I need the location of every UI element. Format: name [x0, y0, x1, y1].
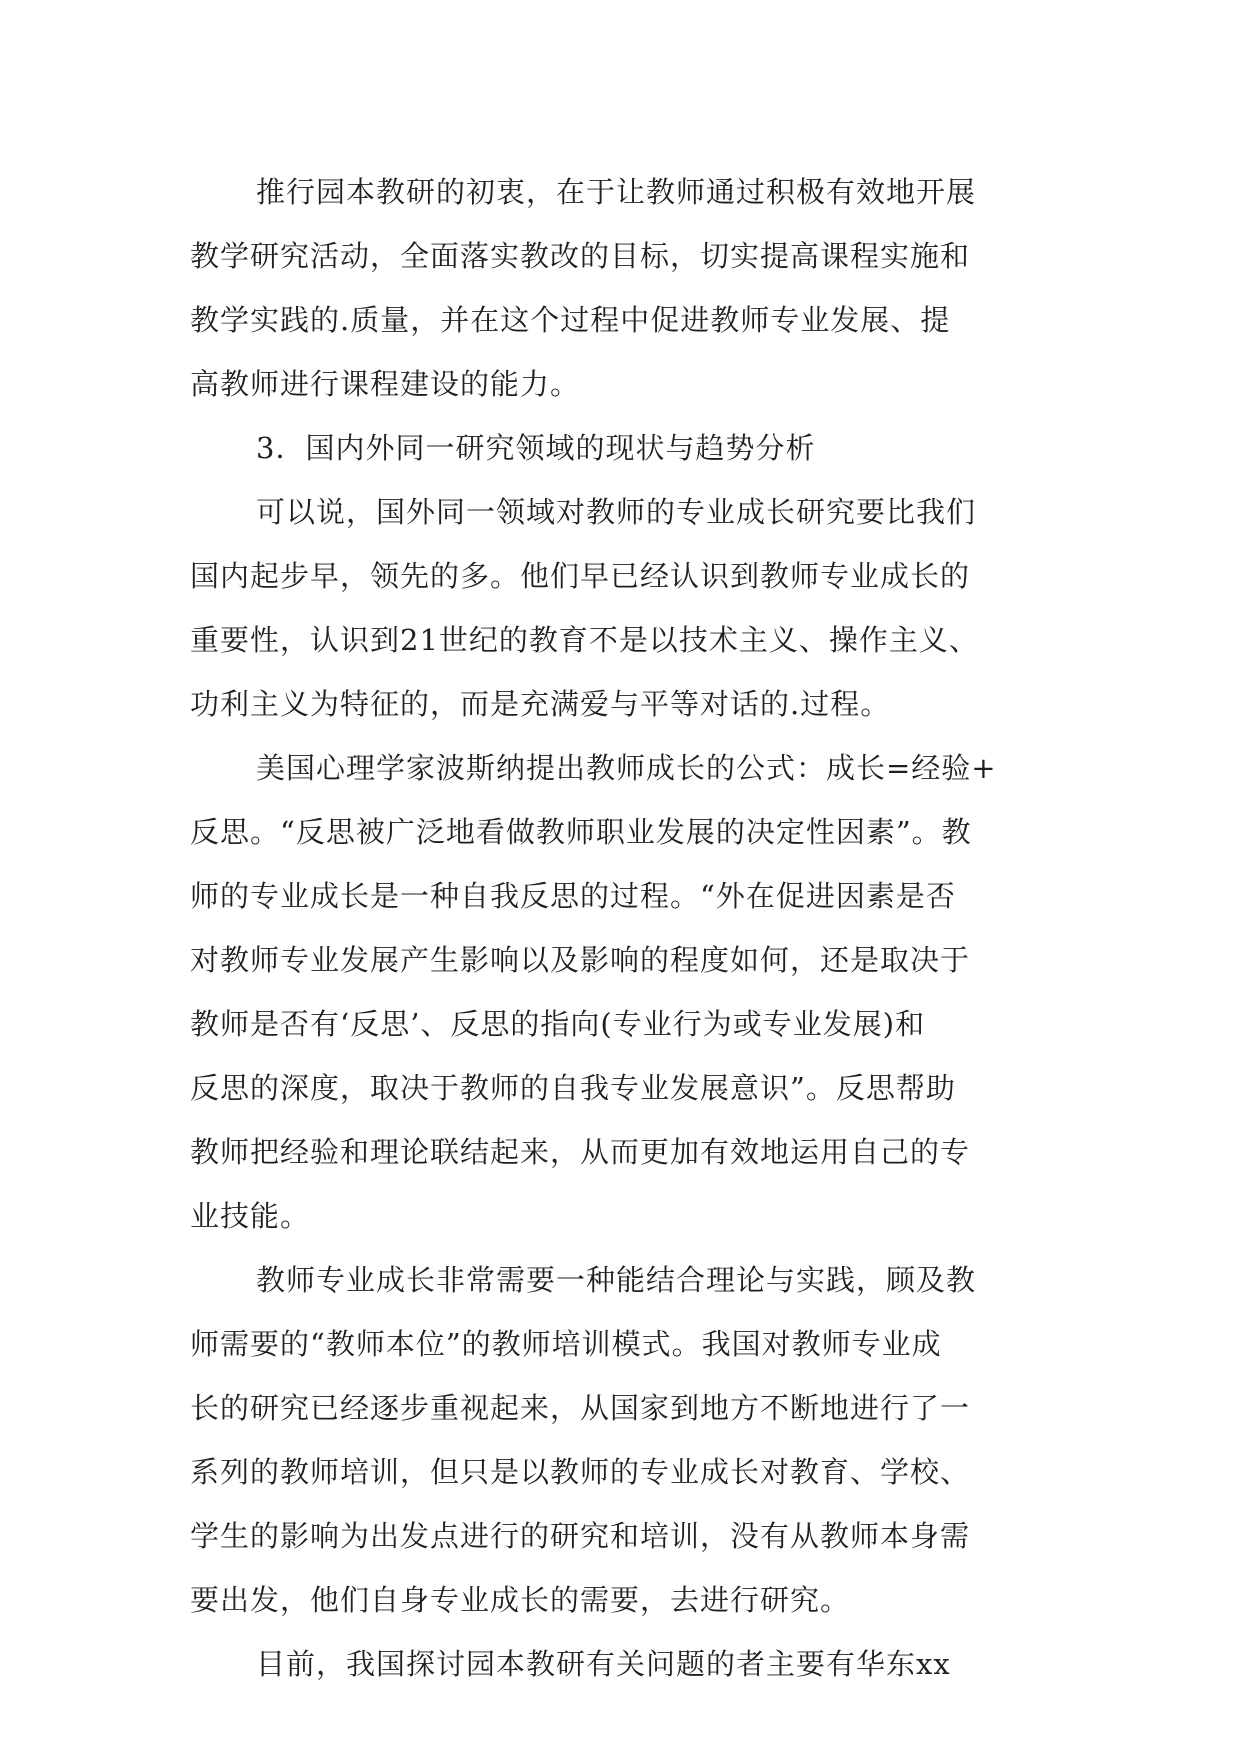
text-line: 对教师专业发展产生影响以及影响的程度如何，还是取决于 [190, 943, 971, 977]
text-line: 教师专业成长非常需要一种能结合理论与实践，顾及教 [256, 1263, 977, 1297]
text-line: 教师是否有‘反思’、反思的指向(专业行为或专业发展)和 [190, 1007, 926, 1041]
body-text [190, 160, 1070, 1696]
text-line: 教师把经验和理论联结起来，从而更加有效地运用自己的专 [190, 1135, 971, 1169]
text-line: 系列的教师培训，但只是以教师的专业成长对教育、学校、 [190, 1455, 971, 1489]
text-line: 重要性，认识到21世纪的教育不是以技术主义、操作主义、 [190, 623, 979, 657]
text-line: 目前，我国探讨园本教研有关问题的者主要有华东xx [256, 1647, 951, 1681]
text-line: 反思的深度，取决于教师的自我专业发展意识”。反思帮助 [190, 1071, 956, 1105]
text-line: 反思。“反思被广泛地看做教师职业发展的决定性因素”。教 [190, 815, 972, 849]
text-line: 教学研究活动，全面落实教改的目标，切实提高课程实施和 [190, 239, 971, 273]
text-line: 业技能。 [190, 1199, 311, 1233]
text-line: 高教师进行课程建设的能力。 [190, 367, 581, 401]
text-line: 长的研究已经逐步重视起来，从国家到地方不断地进行了一 [190, 1391, 971, 1425]
text-line: 美国心理学家波斯纳提出教师成长的公式：成长=经验+ [256, 751, 997, 785]
text-line: 学生的影响为出发点进行的研究和培训，没有从教师本身需 [190, 1519, 971, 1553]
text-line: 教学实践的.质量，并在这个过程中促进教师专业发展、提 [190, 303, 951, 337]
text-line: 可以说，国外同一领域对教师的专业成长研究要比我们 [256, 495, 977, 529]
section-heading: 3．国内外同一研究领域的现状与趋势分析 [256, 431, 816, 465]
text-line: 要出发，他们自身专业成长的需要，去进行研究。 [190, 1583, 851, 1617]
text-line: 推行园本教研的初衷，在于让教师通过积极有效地开展 [256, 175, 977, 209]
text-line: 师需要的“教师本位”的教师培训模式。我国对教师专业成 [190, 1327, 942, 1361]
text-line: 师的专业成长是一种自我反思的过程。“外在促进因素是否 [190, 879, 956, 913]
text-line: 国内起步早，领先的多。他们早已经认识到教师专业成长的 [190, 559, 971, 593]
text-line: 功利主义为特征的，而是充满爱与平等对话的.过程。 [190, 687, 891, 721]
